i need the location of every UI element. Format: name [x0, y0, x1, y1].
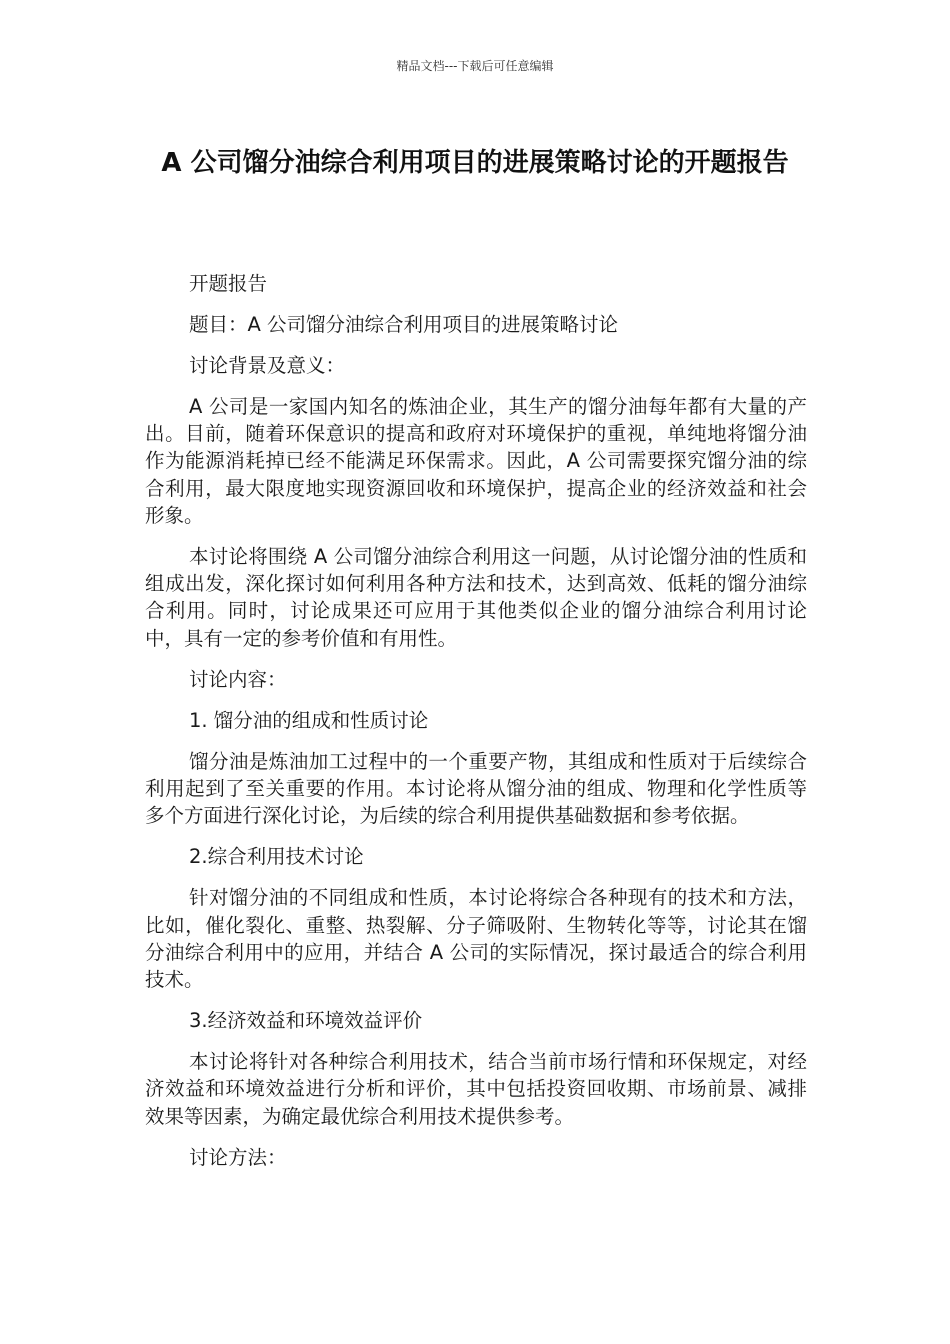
subheading-evaluation: 3.经济效益和环境效益评价: [189, 1009, 423, 1033]
page-header-note: 精品文档---下载后可任意编辑: [396, 59, 554, 73]
section-label-report: 开题报告: [189, 272, 268, 295]
report-topic: 题目：A 公司馏分油综合利用项目的进展策略讨论: [189, 313, 619, 336]
document-title: A 公司馏分油综合利用项目的进展策略讨论的开题报告: [161, 148, 789, 178]
heading-background: 讨论背景及意义：: [189, 354, 346, 377]
heading-content: 讨论内容：: [189, 667, 287, 691]
paragraph-evaluation: 本讨论将针对各种综合利用技术，结合当前市场行情和环保规定，对经济效益和环境效益进行分析和评价，其中包括投资回收期、市场前景、减排效果等因素，为确定最优综合利用技术提供参考。: [145, 1050, 807, 1128]
paragraph-background-1: A 公司是一家国内知名的炼油企业，其生产的馏分油每年都有大量的产出。目前，随着环保意识的提高和政府对环境保护的重视，单纯地将馏分油作为能源消耗掉已经不能满足环保需求。因此，A 公司需要探究馏分油的综合利用，最大限度地实现资源回收和环境保护，提高企业的经济效益和社会形象。: [145, 395, 807, 527]
paragraph-background-2: 本讨论将围绕 A 公司馏分油综合利用这一问题，从讨论馏分油的性质和组成出发，深化探讨如何利用各种方法和技术，达到高效、低耗的馏分油综合利用。同时，讨论成果还可应用于其他类似企业的馏分油综合利用讨论中，具有一定的参考价值和有用性。: [145, 545, 807, 650]
document-body: [145, 270, 807, 1185]
subheading-technology: 2.综合利用技术讨论: [189, 845, 364, 869]
subheading-composition: 1. 馏分油的组成和性质讨论: [189, 708, 429, 732]
paragraph-technology: 针对馏分油的不同组成和性质，本讨论将综合各种现有的技术和方法，比如，催化裂化、重整、热裂解、分子筛吸附、生物转化等等，讨论其在馏分油综合利用中的应用，并结合 A 公司的实际情况，探讨最适合的综合利用技术。: [145, 886, 807, 992]
heading-method: 讨论方法：: [189, 1145, 287, 1169]
paragraph-composition: 馏分油是炼油加工过程中的一个重要产物，其组成和性质对于后续综合利用起到了至关重要的作用。本讨论将从馏分油的组成、物理和化学性质等多个方面进行深化讨论，为后续的综合利用提供基础数据和参考依据。: [145, 749, 807, 828]
